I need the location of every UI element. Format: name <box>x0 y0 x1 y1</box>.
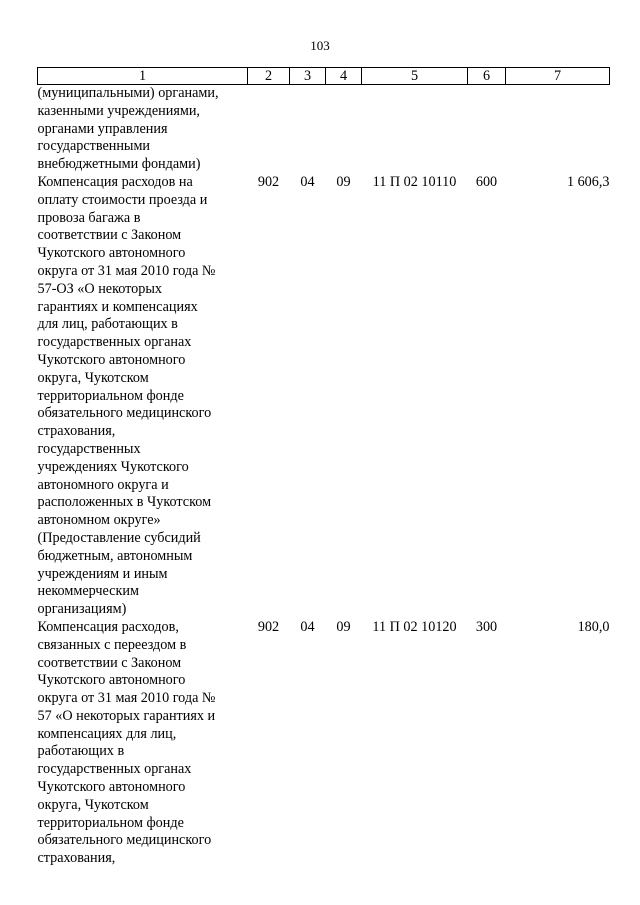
description-line: организациям) <box>37 601 127 618</box>
description-line: учреждениях Чукотского <box>37 458 189 475</box>
table-row <box>38 619 610 868</box>
description-line: территориальном фонде <box>37 387 184 404</box>
column-header-5: 5 <box>362 68 468 85</box>
cell-amount <box>506 85 610 174</box>
description-line: компенсациях для лиц, <box>37 725 177 742</box>
cell-target-article: 11 П 02 10110 <box>372 173 457 190</box>
description-line: бюджетным, автономным <box>37 547 193 564</box>
description-line: органами управления <box>37 120 168 137</box>
cell-target-article <box>362 85 468 174</box>
description-line: гарантиях и компенсациях <box>37 298 198 315</box>
description-line: округа, Чукотском <box>37 369 149 386</box>
column-header-7: 7 <box>506 68 610 85</box>
description-line: для лиц, работающих в <box>37 316 178 333</box>
cell-admin-code: 902 <box>257 173 280 190</box>
description-line: округа от 31 мая 2010 года № <box>37 262 216 279</box>
description-line: государственных <box>37 440 141 457</box>
description-line: казенными учреждениями, <box>37 102 200 119</box>
description-line: внебюджетными фондами) <box>37 156 201 173</box>
cell-amount: 1 606,3 <box>566 173 610 190</box>
column-header-3: 3 <box>290 68 326 85</box>
budget-table <box>37 67 610 868</box>
cell-subsection: 09 <box>336 618 351 635</box>
cell-expense-type <box>468 85 506 174</box>
description-line: округа от 31 мая 2010 года № <box>37 690 216 707</box>
description-line: учреждениям и иным <box>37 565 168 582</box>
description-line: Чукотского автономного <box>37 245 186 262</box>
description-line: 57 «О некоторых гарантиях и <box>37 707 216 724</box>
description-line: соответствии с Законом <box>37 654 182 671</box>
description-line: страхования, <box>37 423 116 440</box>
table-row <box>38 174 610 619</box>
cell-expense-type: 600 <box>475 173 498 190</box>
description-line: Компенсация расходов на <box>37 173 193 190</box>
cell-section: 04 <box>300 173 315 190</box>
description-line: связанных с переездом в <box>37 636 187 653</box>
description-line: автономного округа и <box>37 476 169 493</box>
description-line: Чукотского автономного <box>37 351 186 368</box>
description-line: (Предоставление субсидий <box>37 529 201 546</box>
description-line: провоза багажа в <box>37 209 141 226</box>
cell-description <box>38 619 248 868</box>
description-line: автономном округе» <box>37 512 161 529</box>
column-header-2: 2 <box>248 68 290 85</box>
column-header-4: 4 <box>326 68 362 85</box>
cell-amount: 180,0 <box>577 618 610 635</box>
cell-expense-type: 300 <box>475 618 498 635</box>
cell-description <box>38 174 248 619</box>
description-line: государственных органах <box>37 761 192 778</box>
column-header-6: 6 <box>468 68 506 85</box>
description-line: оплату стоимости проезда и <box>37 191 208 208</box>
description-line: обязательного медицинского <box>37 405 212 422</box>
description-line: 57-ОЗ «О некоторых <box>37 280 162 297</box>
cell-section: 04 <box>300 618 315 635</box>
cell-subsection <box>326 85 362 174</box>
description-line: Чукотского автономного <box>37 672 186 689</box>
description-line: расположенных в Чукотском <box>37 494 212 511</box>
description-line: Чукотского автономного <box>37 779 186 796</box>
column-header-1: 1 <box>38 68 248 85</box>
cell-description <box>38 85 248 174</box>
table-header-row <box>38 68 610 85</box>
cell-section <box>290 85 326 174</box>
description-line: территориальном фонде <box>37 814 184 831</box>
cell-subsection: 09 <box>336 173 351 190</box>
description-line: соответствии с Законом <box>37 227 182 244</box>
description-line: округа, Чукотском <box>37 796 149 813</box>
description-line: обязательного медицинского <box>37 832 212 849</box>
cell-admin-code: 902 <box>257 618 280 635</box>
description-line: государственными <box>37 138 151 155</box>
description-line: государственных органах <box>37 334 192 351</box>
description-line: страхования, <box>37 850 116 867</box>
cell-target-article: 11 П 02 10120 <box>372 618 457 635</box>
cell-admin-code <box>248 85 290 174</box>
description-line: некоммерческим <box>37 583 139 600</box>
description-line: (муниципальными) органами, <box>37 85 219 101</box>
description-line: Компенсация расходов, <box>37 618 179 635</box>
page-number: 103 <box>310 38 330 53</box>
table-row <box>38 85 610 174</box>
description-line: работающих в <box>37 743 125 760</box>
table-body <box>38 85 610 869</box>
